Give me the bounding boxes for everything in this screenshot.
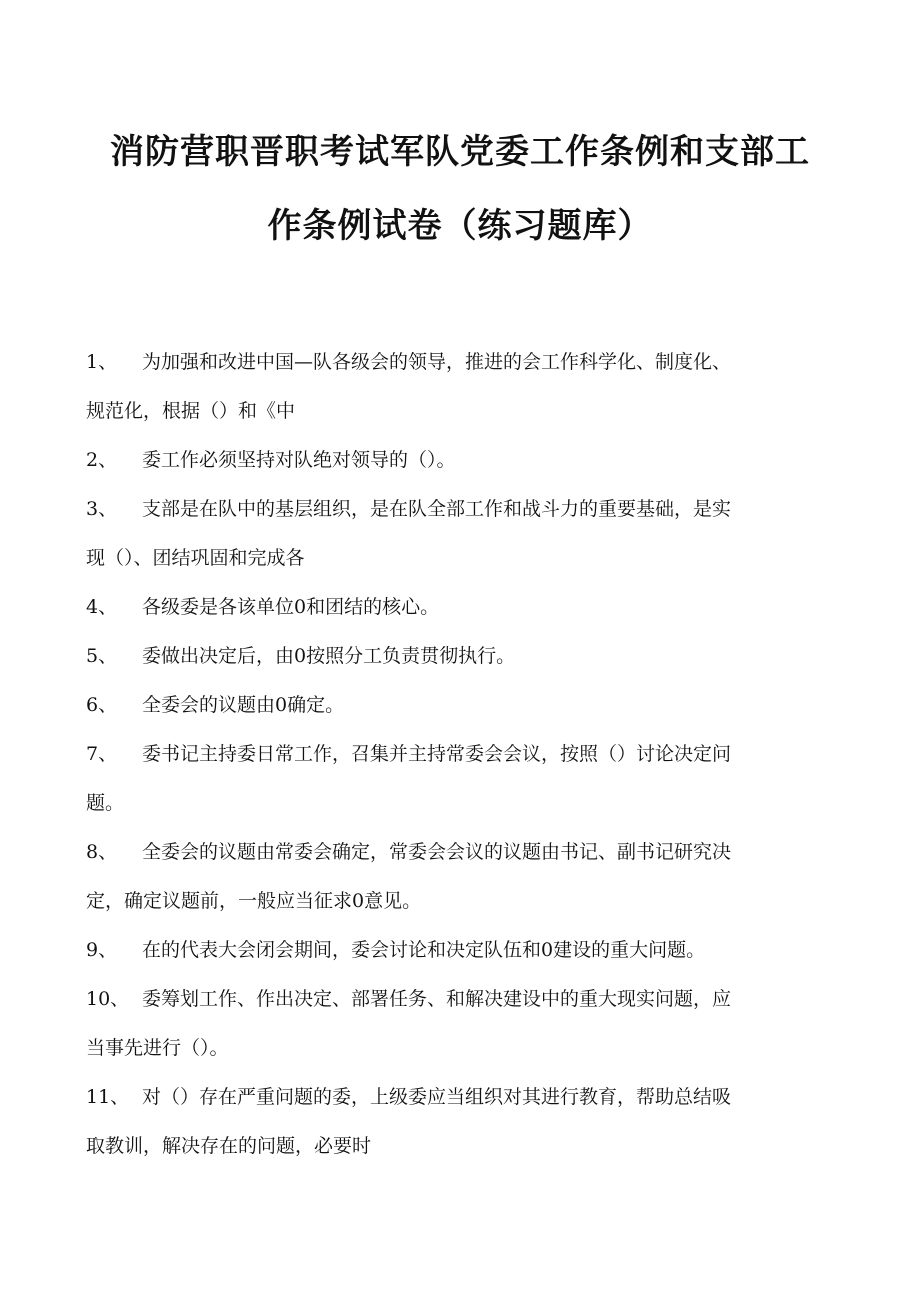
question-number: 4、 (86, 596, 118, 618)
question-item (86, 632, 826, 681)
question-number: 7、 (86, 743, 118, 765)
question-text-line: 各级委是各该单位0和团结的核心。 (142, 596, 440, 618)
question-item (86, 583, 826, 632)
question-number: 10、 (86, 988, 130, 1010)
question-item (86, 730, 826, 828)
question-item (86, 926, 826, 975)
question-item (86, 975, 826, 1073)
question-item (86, 436, 826, 485)
question-text-line: 全委会的议题由常委会确定，常委会会议的议题由书记、副书记研究决 (142, 841, 732, 863)
question-text-line: 支部是在队中的基层组织，是在队全部工作和战斗力的重要基础，是实 (142, 498, 732, 520)
question-text-line: 现（）、团结巩固和完成各 (86, 547, 305, 569)
question-text-line: 为加强和改进中国—队各级会的领导，推进的会工作科学化、制度化、 (142, 351, 732, 373)
question-text-line: 对（）存在严重问题的委，上级委应当组织对其进行教育，帮助总结吸 (142, 1086, 732, 1108)
question-text-line: 委做出决定后，由0按照分工负责贯彻执行。 (142, 645, 516, 667)
question-text-line: 定，确定议题前，一般应当征求0意见。 (86, 890, 422, 912)
question-number: 5、 (86, 645, 118, 667)
question-number: 8、 (86, 841, 118, 863)
question-number: 2、 (86, 449, 118, 471)
question-number: 3、 (86, 498, 118, 520)
question-text-line: 规范化，根据（）和《中 (86, 400, 296, 422)
question-item (86, 681, 826, 730)
question-list (86, 338, 826, 1171)
question-item (86, 828, 826, 926)
document-title-line2: 作条例试卷（练习题库） (267, 206, 653, 246)
question-text-line: 取教训，解决存在的问题，必要时 (86, 1135, 372, 1157)
question-text-line: 委工作必须坚持对队绝对领导的（）。 (142, 449, 456, 471)
question-text-line: 全委会的议题由0确定。 (142, 694, 345, 716)
question-text-line: 题。 (86, 792, 125, 814)
question-text-line: 当事先进行（）。 (86, 1037, 229, 1059)
question-text-line: 委书记主持委日常工作，召集并主持常委会会议，按照（）讨论决定问 (142, 743, 732, 765)
question-text-line: 委筹划工作、作出决定、部署任务、和解决建设中的重大现实问题，应 (142, 988, 732, 1010)
question-item (86, 1073, 826, 1171)
question-text-line: 在的代表大会闭会期间，委会讨论和决定队伍和0建设的重大问题。 (142, 939, 706, 961)
document-title-line1: 消防营职晋职考试军队党委工作条例和支部工 (110, 132, 810, 172)
question-number: 1、 (86, 351, 118, 373)
question-item (86, 485, 826, 583)
question-number: 9、 (86, 939, 118, 961)
question-number: 6、 (86, 694, 118, 716)
question-number: 11、 (86, 1086, 130, 1108)
question-item (86, 338, 826, 436)
